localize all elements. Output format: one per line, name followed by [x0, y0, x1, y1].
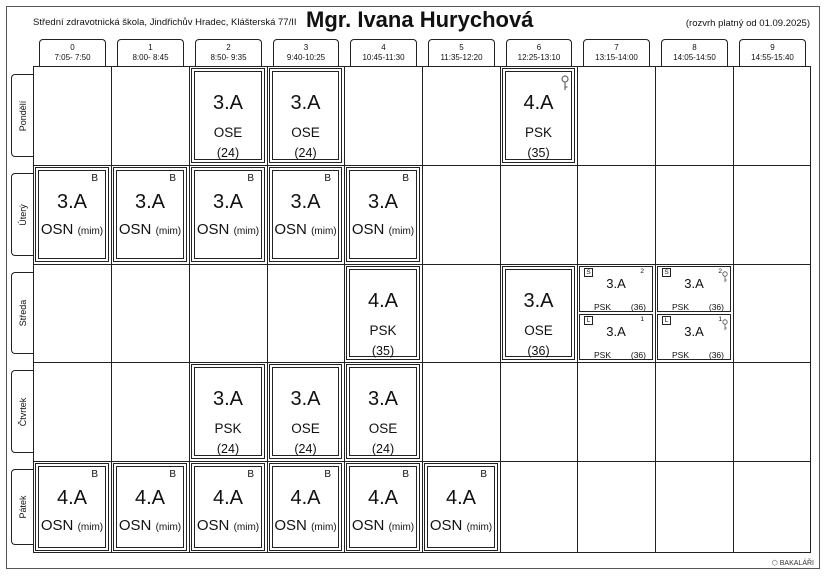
lesson-card[interactable]	[269, 463, 342, 551]
period-header-0	[39, 39, 106, 66]
lesson-card[interactable]	[424, 463, 498, 551]
lesson-room: (24)	[216, 146, 240, 160]
lesson-class: 4.A	[134, 487, 166, 509]
lesson-room: (mim)	[388, 522, 415, 533]
lesson-class: 3.A	[212, 191, 244, 213]
week-flag: L	[662, 316, 671, 325]
period-time: 10:45-11:30	[362, 53, 405, 62]
period-number: 2	[226, 43, 231, 52]
lesson-card-inner	[505, 269, 572, 357]
lesson-class: 3.A	[523, 290, 554, 312]
lesson-card-inner	[116, 170, 184, 259]
lesson-card[interactable]	[269, 364, 342, 459]
lesson-subject: OSE	[524, 323, 553, 338]
lesson-subject: PSK	[672, 350, 690, 360]
lesson-class: 3.A	[606, 276, 626, 291]
period-time: 8:50- 9:35	[210, 53, 247, 62]
period-number: 8	[692, 43, 697, 52]
row-divider	[33, 264, 811, 265]
lesson-room: (24)	[294, 442, 317, 456]
lesson-class: 3.A	[684, 276, 704, 291]
lesson-card-inner	[194, 466, 262, 548]
lesson-room: (24)	[216, 442, 240, 456]
column-divider	[655, 66, 656, 553]
period-number: 5	[459, 43, 464, 52]
lesson-group: B	[480, 469, 487, 480]
lesson-class: 3.A	[134, 191, 166, 213]
split-lesson-card[interactable]	[579, 314, 653, 360]
lesson-subject-code: OSN	[274, 221, 307, 238]
lesson-class: 3.A	[212, 388, 244, 410]
column-divider	[189, 66, 190, 553]
school-name: Střední zdravotnická škola, Jindřichův Hradec, Klášterská 77/II	[33, 17, 297, 28]
lesson-room: (mim)	[311, 226, 337, 237]
lesson-room: (mim)	[311, 522, 337, 533]
logo-text: BAKALÁŘI	[779, 560, 814, 567]
lesson-subject: OSE	[213, 125, 243, 140]
lesson-room: (mim)	[155, 226, 182, 237]
row-divider	[33, 461, 811, 462]
lesson-room: (36)	[708, 350, 724, 360]
lesson-card[interactable]	[113, 167, 187, 262]
lesson-class: 3.A	[684, 324, 704, 339]
lesson-subject: OSE	[368, 421, 398, 436]
period-number: 4	[381, 43, 386, 52]
split-lesson-card[interactable]	[657, 266, 731, 312]
lesson-class: 3.A	[212, 92, 244, 114]
lesson-card-inner	[349, 170, 417, 259]
lesson-order: 2	[640, 268, 644, 275]
lesson-subject: PSK	[214, 421, 242, 436]
lesson-card[interactable]	[502, 68, 575, 163]
lesson-subject	[350, 517, 416, 534]
lesson-room: (24)	[371, 442, 395, 456]
period-number: 3	[303, 43, 309, 52]
period-time: 14:55-15:40	[751, 53, 794, 62]
lesson-class: 3.A	[606, 324, 626, 339]
day-label: Středa	[17, 299, 28, 327]
lesson-group: B	[247, 173, 254, 184]
lesson-class: 3.A	[56, 191, 88, 213]
lesson-card-inner	[116, 466, 184, 548]
lesson-group: B	[402, 469, 409, 480]
lesson-subject-code: OSN	[196, 221, 230, 238]
week-flag: S	[662, 268, 671, 277]
column-divider	[344, 66, 345, 553]
lesson-card[interactable]	[191, 364, 265, 459]
teacher-name: Mgr. Ivana Hurychová	[306, 7, 534, 32]
lesson-subject	[39, 221, 105, 238]
lesson-class: 4.A	[367, 487, 399, 509]
lesson-room: (36)	[527, 344, 550, 358]
period-time: 9:40-10:25	[286, 53, 326, 62]
lesson-subject	[117, 221, 183, 238]
lesson-subject-code: OSN	[118, 517, 152, 534]
lesson-card[interactable]	[346, 364, 420, 459]
lesson-subject: OSE	[291, 421, 320, 436]
lesson-subject: PSK	[524, 125, 552, 140]
lesson-class: 3.A	[290, 92, 321, 114]
lesson-subject-code: OSN	[351, 517, 385, 534]
split-lesson-card[interactable]	[657, 314, 731, 360]
period-header-3	[273, 39, 339, 66]
period-header-8	[661, 39, 728, 66]
day-header-2	[11, 272, 33, 354]
lesson-room: (36)	[630, 350, 646, 360]
lesson-class: 4.A	[212, 487, 244, 509]
day-label: Pondělí	[17, 100, 28, 131]
lesson-room: (36)	[708, 302, 724, 312]
period-time: 12:25-13:10	[517, 53, 561, 62]
lesson-card[interactable]	[191, 68, 265, 163]
lesson-subject: PSK	[369, 323, 397, 338]
lesson-subject: OSE	[291, 125, 320, 140]
day-header-1	[11, 173, 33, 256]
lesson-subject-code: OSN	[40, 517, 74, 534]
lesson-subject-code: OSN	[118, 221, 152, 238]
lesson-subject	[195, 517, 261, 534]
split-lesson-card[interactable]	[579, 266, 653, 312]
lesson-room: (mim)	[233, 522, 260, 533]
lesson-subject	[195, 221, 261, 238]
lesson-class: 3.A	[290, 191, 321, 213]
lesson-subject: PSK	[594, 350, 612, 360]
lesson-card-inner	[505, 71, 572, 160]
lesson-class: 3.A	[290, 388, 321, 410]
lesson-card-inner	[272, 71, 339, 160]
lesson-room: (mim)	[77, 522, 104, 533]
period-header-5	[428, 39, 495, 66]
row-divider	[33, 362, 811, 363]
lesson-group: B	[324, 173, 331, 184]
period-time: 8:00- 8:45	[132, 53, 169, 62]
lesson-card[interactable]	[113, 463, 187, 551]
lesson-group: B	[169, 173, 176, 184]
lesson-subject-code: OSN	[196, 517, 230, 534]
lesson-room: (mim)	[466, 522, 493, 533]
key-icon	[722, 319, 728, 331]
day-label: Čtvrtek	[17, 397, 28, 426]
lesson-subject-code: OSN	[351, 221, 385, 238]
lesson-subject	[428, 517, 494, 534]
lesson-card-inner	[349, 466, 417, 548]
column-divider	[733, 66, 734, 553]
lesson-subject	[350, 221, 416, 238]
period-header-7	[583, 39, 650, 66]
lesson-card[interactable]	[502, 266, 575, 360]
lesson-class: 4.A	[290, 487, 321, 509]
lesson-group: B	[91, 469, 98, 480]
lesson-room: (36)	[630, 302, 646, 312]
key-icon	[722, 271, 728, 283]
lesson-room: (24)	[294, 146, 317, 160]
lesson-card-inner	[194, 71, 262, 160]
lesson-card[interactable]	[191, 463, 265, 551]
lesson-group: B	[247, 469, 254, 480]
lesson-subject: PSK	[672, 302, 690, 312]
lesson-card[interactable]	[35, 463, 109, 551]
lesson-card-inner	[272, 170, 339, 259]
lesson-subject: PSK	[594, 302, 612, 312]
lesson-room: (mim)	[77, 226, 104, 237]
period-time: 11:35-12:20	[440, 53, 483, 62]
lesson-subject	[273, 517, 338, 534]
lesson-group: B	[402, 173, 409, 184]
row-divider	[33, 165, 811, 166]
lesson-card[interactable]	[346, 266, 420, 360]
lesson-class: 4.A	[445, 487, 477, 509]
lesson-room: (mim)	[155, 522, 182, 533]
lesson-order: 1	[718, 316, 722, 323]
column-divider	[500, 66, 501, 553]
lesson-card-inner	[38, 466, 106, 548]
lesson-class: 4.A	[56, 487, 88, 509]
period-header-2	[195, 39, 262, 66]
lesson-subject	[117, 517, 183, 534]
period-header-9	[739, 39, 806, 66]
day-label: Úterý	[17, 203, 28, 226]
column-divider	[422, 66, 423, 553]
lesson-subject	[273, 221, 338, 238]
lesson-card[interactable]	[269, 68, 342, 163]
lesson-card-inner	[272, 367, 339, 456]
period-number: 7	[614, 43, 619, 52]
lesson-card-inner	[427, 466, 495, 548]
period-header-4	[350, 39, 417, 66]
lesson-subject-code: OSN	[274, 517, 307, 534]
lesson-group: B	[324, 469, 331, 480]
period-header-6	[506, 39, 572, 66]
column-divider	[111, 66, 112, 553]
lesson-room: (35)	[527, 146, 550, 160]
day-header-4	[11, 469, 33, 545]
lesson-subject-code: OSN	[40, 221, 74, 238]
lesson-card-inner	[272, 466, 339, 548]
lesson-order: 2	[718, 268, 722, 275]
column-divider	[577, 66, 578, 553]
lesson-room: (mim)	[388, 226, 415, 237]
period-number: 0	[70, 43, 75, 52]
lesson-card[interactable]	[35, 167, 109, 262]
lesson-card-inner	[194, 170, 262, 259]
lesson-subject-code: OSN	[429, 517, 463, 534]
lesson-card-inner	[38, 170, 106, 259]
column-divider	[267, 66, 268, 553]
lesson-card-inner	[349, 269, 417, 357]
period-number: 6	[536, 43, 542, 52]
week-flag: S	[584, 268, 593, 277]
lesson-class: 4.A	[523, 92, 554, 114]
period-time: 14:05-14:50	[673, 53, 716, 62]
lesson-class: 3.A	[367, 191, 399, 213]
lesson-subject	[39, 517, 105, 534]
period-number: 9	[770, 43, 775, 52]
day-header-3	[11, 370, 33, 453]
lesson-card[interactable]	[346, 463, 420, 551]
validity-date: (rozvrh platný od 01.09.2025)	[685, 18, 810, 29]
lesson-card[interactable]	[191, 167, 265, 262]
lesson-group: B	[91, 173, 98, 184]
lesson-class: 4.A	[367, 290, 399, 312]
lesson-card[interactable]	[269, 167, 342, 262]
period-number: 1	[148, 43, 153, 52]
lesson-room: (mim)	[233, 226, 260, 237]
lesson-card[interactable]	[346, 167, 420, 262]
key-icon	[561, 75, 569, 91]
day-header-0	[11, 74, 33, 157]
lesson-room: (35)	[371, 344, 395, 358]
week-flag: L	[584, 316, 593, 325]
lesson-card-inner	[194, 367, 262, 456]
lesson-group: B	[169, 469, 176, 480]
period-time: 13:15-14:00	[595, 53, 638, 62]
lesson-order: 1	[640, 316, 644, 323]
lesson-class: 3.A	[367, 388, 399, 410]
bakalari-logo: ⬡ BAKALÁŘI	[771, 560, 814, 567]
day-label: Pátek	[17, 495, 28, 519]
lesson-card-inner	[349, 367, 417, 456]
period-header-1	[117, 39, 184, 66]
period-time: 7:05- 7:50	[54, 53, 91, 62]
